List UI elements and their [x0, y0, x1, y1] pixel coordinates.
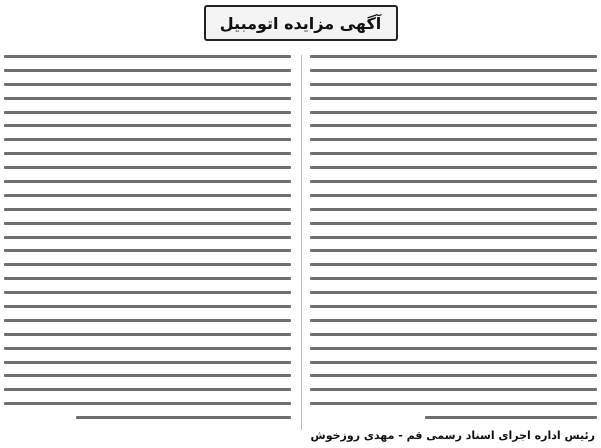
notice-text-line — [4, 83, 291, 86]
notice-text-line — [310, 263, 597, 266]
notice-text-line — [310, 347, 597, 350]
notice-body — [4, 55, 597, 430]
notice-text-line — [4, 97, 291, 100]
notice-text-line — [310, 138, 597, 141]
notice-column-right — [301, 55, 597, 430]
notice-text-line — [4, 180, 291, 183]
notice-text-line — [76, 416, 291, 419]
notice-text-line — [310, 152, 597, 155]
notice-text-line — [310, 208, 597, 211]
notice-title: آگهی مزایده اتومبیل — [204, 5, 398, 41]
notice-text-line — [4, 69, 291, 72]
notice-text-line — [310, 374, 597, 377]
notice-text-line — [4, 402, 291, 405]
notice-text-line — [310, 291, 597, 294]
notice-header — [4, 5, 597, 41]
notice-text-line — [4, 263, 291, 266]
notice-text-line — [4, 138, 291, 141]
notice-text-line — [310, 194, 597, 197]
notice-text-line — [4, 347, 291, 350]
notice-text-line — [310, 222, 597, 225]
notice-text-line — [4, 55, 291, 58]
notice-text-line — [4, 277, 291, 280]
notice-text-line — [310, 55, 597, 58]
notice-text-line — [310, 402, 597, 405]
signature-block — [4, 429, 595, 442]
notice-text-line — [310, 388, 597, 391]
notice-text-line — [310, 249, 597, 252]
notice-text-line — [4, 124, 291, 127]
notice-text-line — [310, 83, 597, 86]
notice-text-line — [310, 111, 597, 114]
notice-text-line — [425, 416, 597, 419]
notice-text-line — [4, 374, 291, 377]
notice-text-line — [4, 208, 291, 211]
notice-text-line — [4, 291, 291, 294]
notice-text-line — [4, 194, 291, 197]
notice-text-line — [4, 361, 291, 364]
notice-text-line — [310, 319, 597, 322]
notice-text-line — [4, 222, 291, 225]
notice-text-line — [4, 166, 291, 169]
notice-text-line — [4, 333, 291, 336]
notice-text-line — [310, 236, 597, 239]
notice-text-line — [310, 166, 597, 169]
notice-text-line — [4, 236, 291, 239]
notice-text-line — [4, 319, 291, 322]
notice-text-line — [4, 152, 291, 155]
notice-signature: رئیس اداره اجرای اسناد رسمی قم - مهدی روزخوش — [310, 429, 595, 442]
notice-text-line — [4, 305, 291, 308]
notice-text-line — [4, 111, 291, 114]
notice-text-line — [4, 249, 291, 252]
notice-text-line — [310, 69, 597, 72]
notice-text-line — [310, 180, 597, 183]
notice-column-left — [4, 55, 291, 430]
notice-text-line — [310, 333, 597, 336]
notice-text-line — [310, 97, 597, 100]
notice-text-line — [310, 277, 597, 280]
notice-text-line — [310, 124, 597, 127]
notice-text-line — [4, 388, 291, 391]
notice-text-line — [310, 305, 597, 308]
notice-text-line — [310, 361, 597, 364]
